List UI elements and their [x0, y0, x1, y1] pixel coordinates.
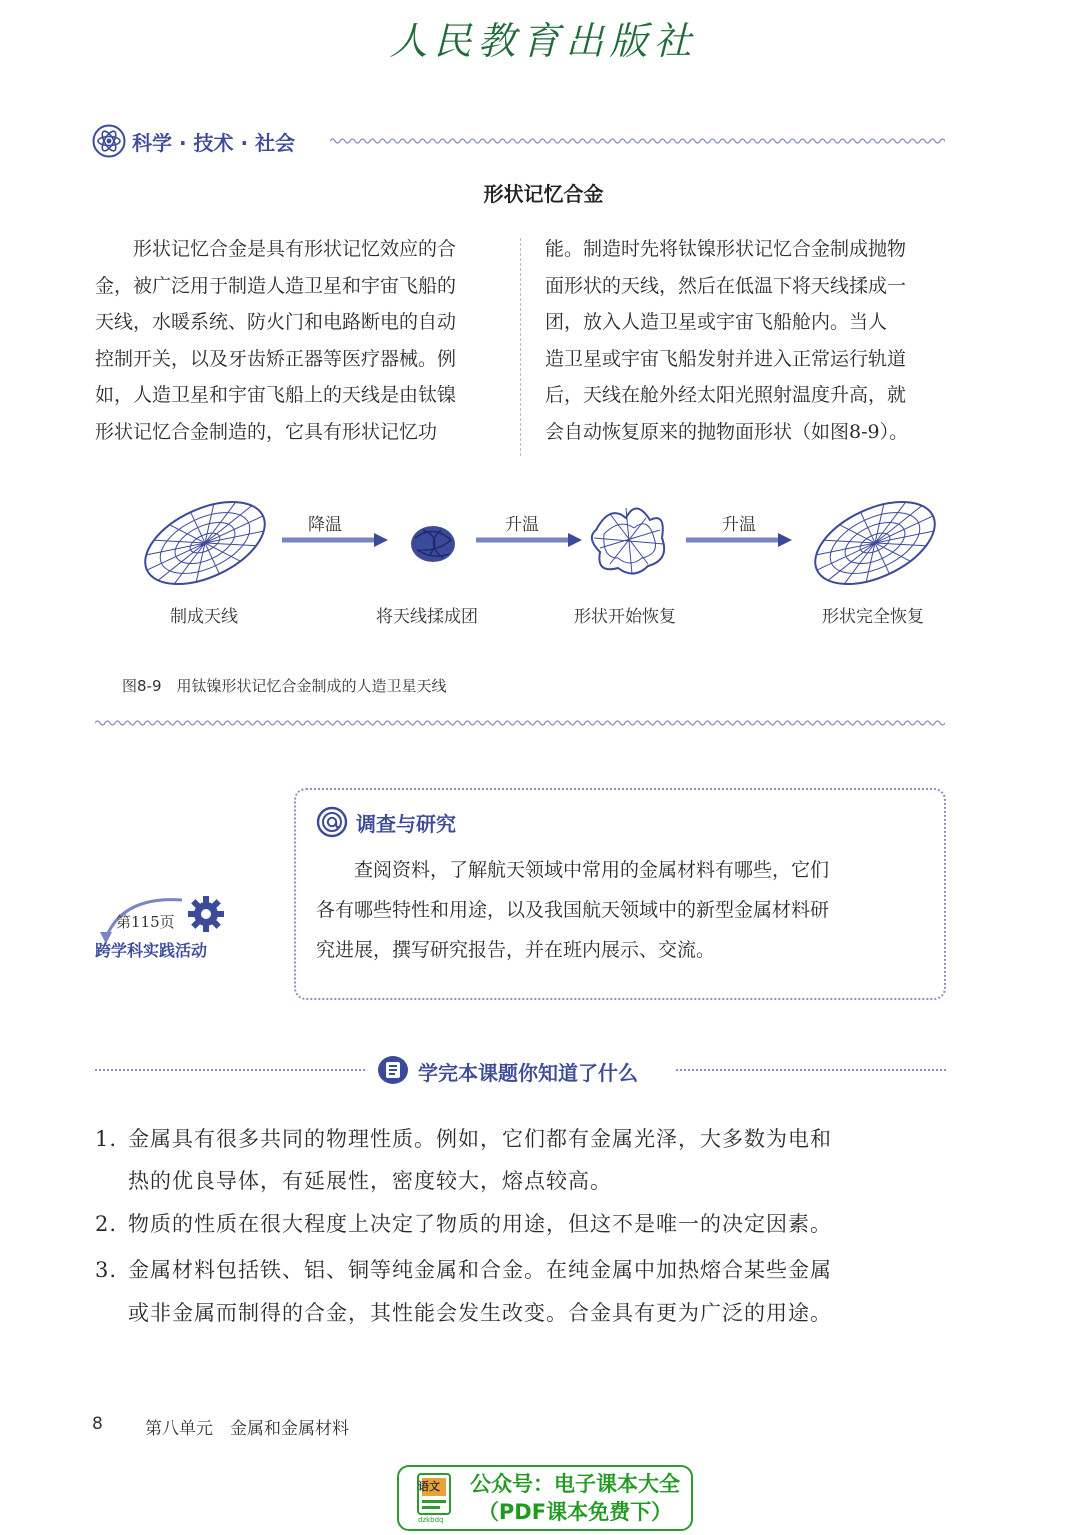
wavy-divider-top [330, 134, 945, 148]
stage-label: 形状完全恢复 [822, 607, 924, 627]
summary-divider-left [95, 1069, 365, 1071]
summary-item-number: 3. [95, 1258, 118, 1282]
stage-label: 形状开始恢复 [574, 607, 676, 627]
recovering-antenna-icon [592, 508, 664, 574]
summary-divider-right [676, 1069, 946, 1071]
article-line: 金，被广泛用于制造人造卫星和宇宙飞船的 [95, 274, 457, 297]
summary-item-number: 2. [95, 1212, 118, 1236]
article-line: 如，人造卫星和宇宙飞船上的天线是由钛镍 [95, 384, 457, 407]
research-line: 究进展，撰写研究报告，并在班内展示、交流。 [316, 939, 716, 961]
article-line: 形状记忆合金制造的，它具有形状记忆功 [95, 420, 438, 443]
article-line: 后，天线在舱外经太阳光照射温度升高，就 [545, 384, 907, 407]
summary-item-line: 物质的性质在很大程度上决定了物质的用途，但这不是唯一的决定因素。 [128, 1212, 832, 1236]
antenna-dish-icon [803, 488, 948, 596]
summary-title: 学完本课题你知道了什么 [418, 1061, 638, 1085]
research-line: 各有哪些特性和用途，以及我国航天领域中的新型金属材料研 [316, 899, 830, 921]
article-line: 会自动恢复原来的抛物面形状（如图8-9）。 [545, 420, 909, 443]
summary-item-number: 1. [95, 1127, 118, 1151]
atom-icon [92, 124, 126, 158]
column-divider [520, 238, 521, 456]
summary-item-line: 金属具有很多共同的物理性质。例如，它们都有金属光泽，大多数为电和 [128, 1127, 832, 1151]
article-line: 造卫星或宇宙飞船发射并进入正常运行轨道 [545, 347, 907, 370]
unit-title: 第八单元 金属和金属材料 [145, 1419, 349, 1439]
promo-line: （PDF课本免费下） [477, 1500, 673, 1524]
cross-link-label[interactable]: 跨学科实践活动 [95, 941, 208, 960]
article-line: 团，放入人造卫星或宇宙飞船舱内。当人 [545, 311, 888, 334]
article-line: 控制开关，以及牙齿矫正器等医疗器械。例 [95, 347, 457, 370]
promo-line: 公众号：电子课本大全 [470, 1472, 680, 1496]
research-line: 查阅资料，了解航天领域中常用的金属材料有哪些，它们 [316, 859, 830, 881]
sts-section-header [92, 123, 295, 159]
arrow-label-heat: 升温 [505, 515, 539, 535]
article-left-column [95, 231, 497, 451]
book-badge-caption: dzkbdq [418, 1516, 444, 1524]
research-body [316, 850, 922, 970]
crumpled-antenna-icon [411, 526, 455, 562]
summary-item-line: 热的优良导体，有延展性，密度较大，熔点较高。 [128, 1169, 612, 1193]
gear-icon [188, 896, 224, 932]
book-icon [376, 1054, 410, 1086]
figure-antenna-sequence [130, 488, 950, 596]
at-sign-icon [316, 806, 348, 838]
article-line: 天线，水暖系统、防火门和电路断电的自动 [95, 311, 457, 334]
stage-label: 将天线揉成团 [376, 607, 478, 627]
page-number: 8 [92, 1414, 103, 1434]
antenna-dish-icon [133, 488, 278, 596]
cross-link-page[interactable]: 第115页 [116, 913, 175, 931]
article-line: 面形状的天线，然后在低温下将天线揉成一 [545, 274, 907, 297]
arrow-label-heat: 升温 [722, 515, 756, 535]
summary-item-line: 或非金属而制得的合金，其性能会发生改变。合金具有更为广泛的用途。 [128, 1301, 832, 1325]
summary-item-line: 金属材料包括铁、铝、铜等纯金属和合金。在纯金属中加热熔合某些金属 [128, 1258, 832, 1282]
article-title: 形状记忆合金 [483, 182, 604, 206]
stage-label: 制成天线 [170, 607, 238, 627]
figure-caption: 图8-9 用钛镍形状记忆合金制成的人造卫星天线 [122, 677, 447, 695]
research-title: 调查与研究 [356, 811, 456, 836]
wavy-divider-bottom [95, 716, 945, 730]
arrow-label-cool: 降温 [308, 515, 342, 535]
sts-section-title: 科学 · 技术 · 社会 [132, 130, 296, 155]
book-badge-text: 语文 [418, 1480, 440, 1493]
article-line: 形状记忆合金是具有形状记忆效应的合 [95, 238, 457, 260]
article-right-column [545, 231, 945, 451]
article-line: 能。制造时先将钛镍形状记忆合金制成抛物 [545, 238, 907, 260]
publisher-logo: 人民教育出版社 [389, 19, 698, 63]
research-header [316, 806, 456, 838]
